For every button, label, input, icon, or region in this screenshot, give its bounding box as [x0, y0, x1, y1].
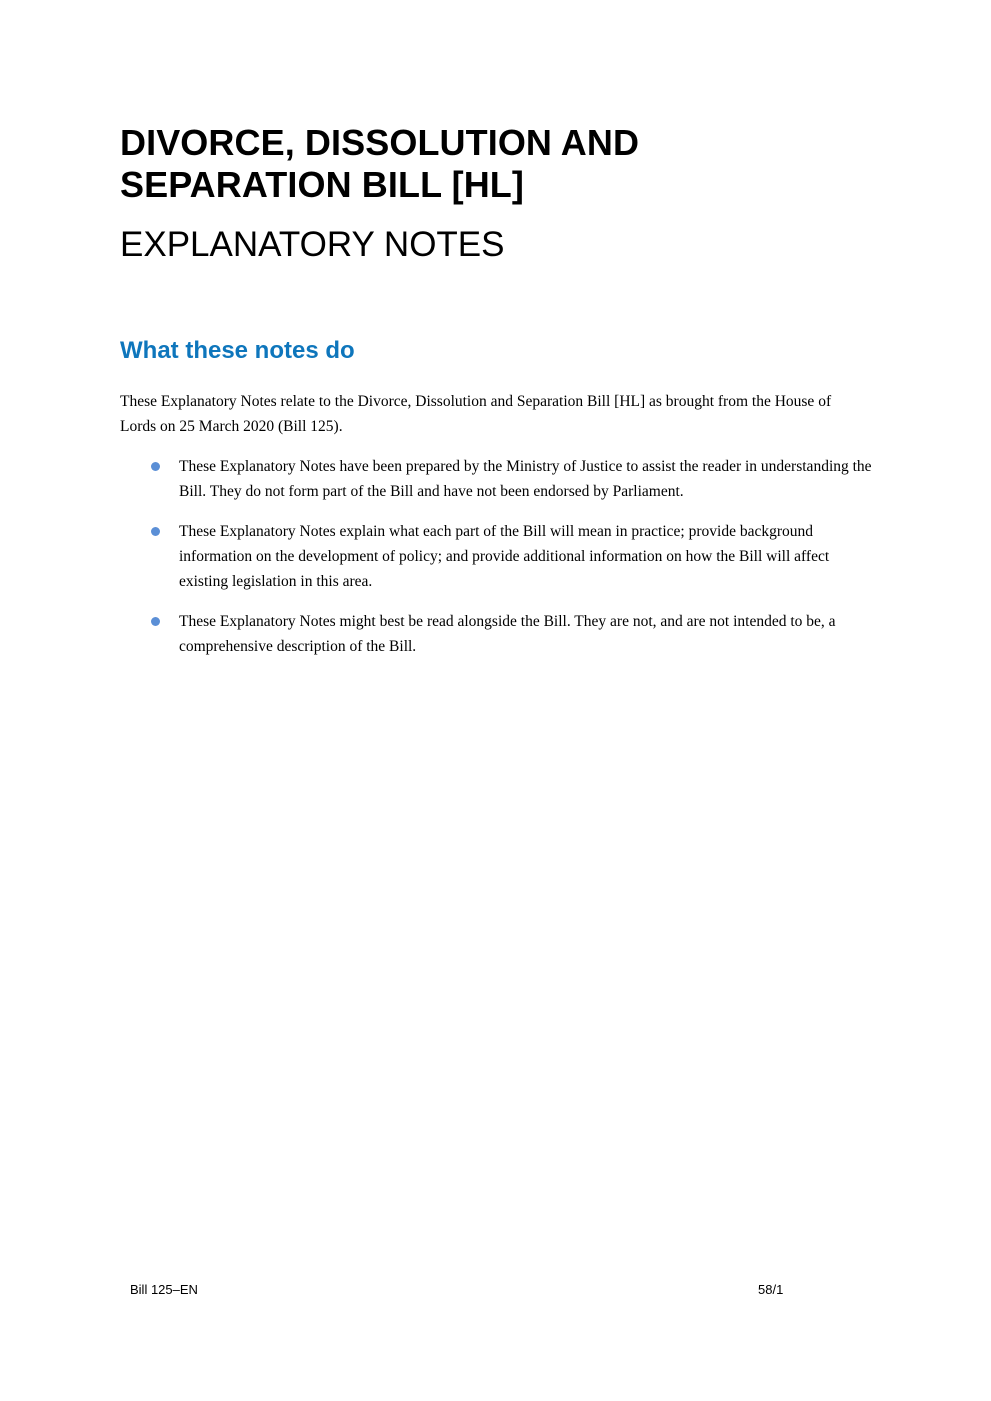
bullet-dot-icon	[151, 462, 160, 471]
intro-paragraph: These Explanatory Notes relate to the Divorce, Dissolution and Separation Bill [HL] as brought from the House of Lords on 25 March 2020 (Bill 125).	[120, 393, 832, 435]
footer-bill-reference: Bill 125–EN	[130, 1282, 198, 1297]
bullet-text: These Explanatory Notes might best be read alongside the Bill. They are not, and are not intended to be, a comprehensive description of the Bill.	[179, 613, 836, 655]
bullet-text: These Explanatory Notes explain what each part of the Bill will mean in practice; provide background information on the development of policy; and provide additional information on how the Bill will affect existing legislation in this area.	[179, 523, 830, 590]
bullet-dot-icon	[151, 527, 160, 536]
bullet-item	[120, 519, 880, 594]
section-heading: What these notes do	[120, 337, 355, 364]
document-type: EXPLANATORY NOTES	[120, 225, 505, 264]
bullet-dot-icon	[151, 617, 160, 626]
bullet-item	[120, 454, 880, 504]
bullet-list	[120, 454, 880, 674]
bill-title: DIVORCE, DISSOLUTION AND SEPARATION BILL [HL]	[120, 122, 640, 205]
footer-page-reference: 58/1	[758, 1282, 784, 1297]
bullet-text: These Explanatory Notes have been prepared by the Ministry of Justice to assist the reader in understanding the Bill. They do not form part of the Bill and have not been endorsed by Parliament.	[179, 458, 872, 500]
bullet-item	[120, 609, 880, 659]
